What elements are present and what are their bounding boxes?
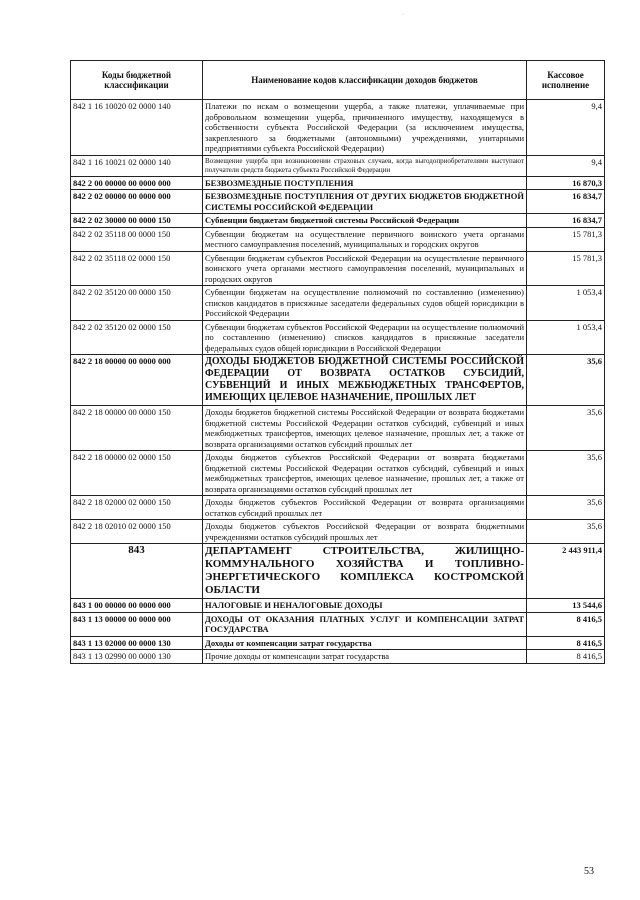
code-cell: 842 2 18 00000 00 0000 150 — [71, 406, 203, 451]
code-cell: 842 1 16 10020 02 0000 140 — [71, 100, 203, 156]
budget-revenue-table — [70, 60, 605, 664]
department-amount-cell: 2 443 911,4 — [527, 544, 605, 599]
code-cell: 842 2 02 35118 02 0000 150 — [71, 251, 203, 286]
table-row — [71, 612, 605, 636]
amount-cell: 35,6 — [527, 406, 605, 451]
amount-cell: 35,6 — [527, 496, 605, 520]
table-row — [71, 286, 605, 321]
table-row — [71, 636, 605, 650]
table-row — [71, 227, 605, 251]
code-cell: 842 2 00 00000 00 0000 000 — [71, 176, 203, 190]
table-row — [71, 155, 605, 176]
amount-cell: 15 781,3 — [527, 227, 605, 251]
name-cell: Субвенции бюджетам на осуществление полномочий по составлению (изменению) списков кандидатов в присяжные заседатели федеральных судов общей юрисдикции в Российской Федерации — [203, 286, 527, 321]
department-code-cell: 843 — [71, 544, 203, 599]
header-code: Коды бюджетной классификации — [71, 61, 203, 100]
amount-cell: 35,6 — [527, 451, 605, 496]
code-cell: 843 1 13 02000 00 0000 130 — [71, 636, 203, 650]
page-number: 53 — [584, 866, 594, 877]
amount-cell: 1 053,4 — [527, 320, 605, 355]
name-cell: Доходы бюджетов субъектов Российской Федерации от возврата бюджетами бюджетной системы Российской Федерации остатков субсидий, субвенций и иных межбюджетных трансфертов, имеющих целевое назначение, прошлых лет, а также от возврата организациями остатков субсидий прошлых лет — [203, 451, 527, 496]
name-cell: Доходы бюджетов субъектов Российской Федерации от возврата бюджетными учреждениями остатков субсидий прошлых лет — [203, 520, 527, 544]
amount-cell: 13 544,6 — [527, 599, 605, 613]
table-row — [71, 650, 605, 664]
table-row — [71, 214, 605, 228]
code-cell: 842 2 18 02010 02 0000 150 — [71, 520, 203, 544]
table-row — [71, 355, 605, 406]
code-cell: 843 1 00 00000 00 0000 000 — [71, 599, 203, 613]
header-amount: Кассовое исполнение — [527, 61, 605, 100]
code-cell: 843 1 13 00000 00 0000 000 — [71, 612, 203, 636]
header-name: Наименование кодов классификации доходов бюджетов — [203, 61, 527, 100]
name-cell: БЕЗВОЗМЕЗДНЫЕ ПОСТУПЛЕНИЯ — [203, 176, 527, 190]
code-cell: 842 2 18 00000 02 0000 150 — [71, 451, 203, 496]
amount-cell: 1 053,4 — [527, 286, 605, 321]
department-name-cell: ДЕПАРТАМЕНТ СТРОИТЕЛЬСТВА, ЖИЛИЩНО-КОММУНАЛЬНОГО ХОЗЯЙСТВА И ТОПЛИВНО-ЭНЕРГЕТИЧЕСКОГО КОМПЛЕКСА КОСТРОМСКОЙ ОБЛАСТИ — [203, 544, 527, 599]
amount-cell: 9,4 — [527, 155, 605, 176]
amount-cell: 8 416,5 — [527, 636, 605, 650]
scan-mark: · — [402, 12, 404, 18]
name-cell: НАЛОГОВЫЕ И НЕНАЛОГОВЫЕ ДОХОДЫ — [203, 599, 527, 613]
name-cell: БЕЗВОЗМЕЗДНЫЕ ПОСТУПЛЕНИЯ ОТ ДРУГИХ БЮДЖЕТОВ БЮДЖЕТНОЙ СИСТЕМЫ РОССИЙСКОЙ ФЕДЕРАЦИИ — [203, 190, 527, 214]
name-cell: ДОХОДЫ БЮДЖЕТОВ БЮДЖЕТНОЙ СИСТЕМЫ РОССИЙСКОЙ ФЕДЕРАЦИИ ОТ ВОЗВРАТА ОСТАТКОВ СУБСИДИЙ, СУБВЕНЦИЙ И ИНЫХ МЕЖБЮДЖЕТНЫХ ТРАНСФЕРТОВ, ИМЕЮЩИХ ЦЕЛЕВОЕ НАЗНАЧЕНИЕ, ПРОШЛЫХ ЛЕТ — [203, 355, 527, 406]
amount-cell: 8 416,5 — [527, 650, 605, 664]
table-row — [71, 599, 605, 613]
name-cell: ДОХОДЫ ОТ ОКАЗАНИЯ ПЛАТНЫХ УСЛУГ И КОМПЕНСАЦИИ ЗАТРАТ ГОСУДАРСТВА — [203, 612, 527, 636]
code-cell: 842 2 18 02000 02 0000 150 — [71, 496, 203, 520]
amount-cell: 8 416,5 — [527, 612, 605, 636]
table-row — [71, 251, 605, 286]
amount-cell: 16 834,7 — [527, 190, 605, 214]
department-row — [71, 544, 605, 599]
table-row — [71, 100, 605, 156]
table-row — [71, 520, 605, 544]
amount-cell: 16 834,7 — [527, 214, 605, 228]
name-cell: Субвенции бюджетам бюджетной системы Российской Федерации — [203, 214, 527, 228]
amount-cell: 35,6 — [527, 355, 605, 406]
name-cell: Прочие доходы от компенсации затрат государства — [203, 650, 527, 664]
name-cell: Доходы бюджетов бюджетной системы Российской Федерации от возврата бюджетами бюджетной системы Российской Федерации остатков субсидий, субвенций и иных межбюджетных трансфертов, имеющих целевое назначение, прошлых лет, а также от возврата организациями остатков субсидий прошлых лет — [203, 406, 527, 451]
name-cell: Субвенции бюджетам субъектов Российской Федерации на осуществление первичного воинского учета органами местного самоуправления поселений, муниципальных и городских округов — [203, 251, 527, 286]
code-cell: 842 2 02 35120 00 0000 150 — [71, 286, 203, 321]
code-cell: 842 2 02 35118 00 0000 150 — [71, 227, 203, 251]
name-cell: Субвенции бюджетам субъектов Российской Федерации на осуществление полномочий по составлению (изменению) списков кандидатов в присяжные заседатели федеральных судов общей юрисдикции в Российской Федерации — [203, 320, 527, 355]
table-row — [71, 320, 605, 355]
name-cell: Субвенции бюджетам на осуществление первичного воинского учета органами местного самоуправления поселений, муниципальных и городских округов — [203, 227, 527, 251]
name-cell: Доходы от компенсации затрат государства — [203, 636, 527, 650]
name-cell: Платежи по искам о возмещении ущерба, а также платежи, уплачиваемые при добровольном возмещении ущерба, причиненного имуществу, находящемуся в собственности субъекта Российской Федерации (за исключением имущества, закрепленного за бюджетными (автономными) учреждениями, унитарными предприятиями субъекта Российской Федерации) — [203, 100, 527, 156]
amount-cell: 15 781,3 — [527, 251, 605, 286]
code-cell: 842 2 18 00000 00 0000 000 — [71, 355, 203, 406]
table-header-row — [71, 61, 605, 100]
name-cell: Возмещение ущерба при возникновении страховых случаев, когда выгодоприобретателями выступают получатели средств бюджета субъекта Российской Федерации — [203, 155, 527, 176]
code-cell: 842 2 02 30000 00 0000 150 — [71, 214, 203, 228]
amount-cell: 35,6 — [527, 520, 605, 544]
name-cell: Доходы бюджетов субъектов Российской Федерации от возврата организациями остатков субсидий прошлых лет — [203, 496, 527, 520]
amount-cell: 9,4 — [527, 100, 605, 156]
table-row — [71, 451, 605, 496]
table-row — [71, 176, 605, 190]
table-row — [71, 496, 605, 520]
amount-cell: 16 870,3 — [527, 176, 605, 190]
table-row — [71, 190, 605, 214]
code-cell: 842 1 16 10021 02 0000 140 — [71, 155, 203, 176]
table-row — [71, 406, 605, 451]
code-cell: 842 2 02 00000 00 0000 000 — [71, 190, 203, 214]
code-cell: 842 2 02 35120 02 0000 150 — [71, 320, 203, 355]
code-cell: 843 1 13 02990 00 0000 130 — [71, 650, 203, 664]
